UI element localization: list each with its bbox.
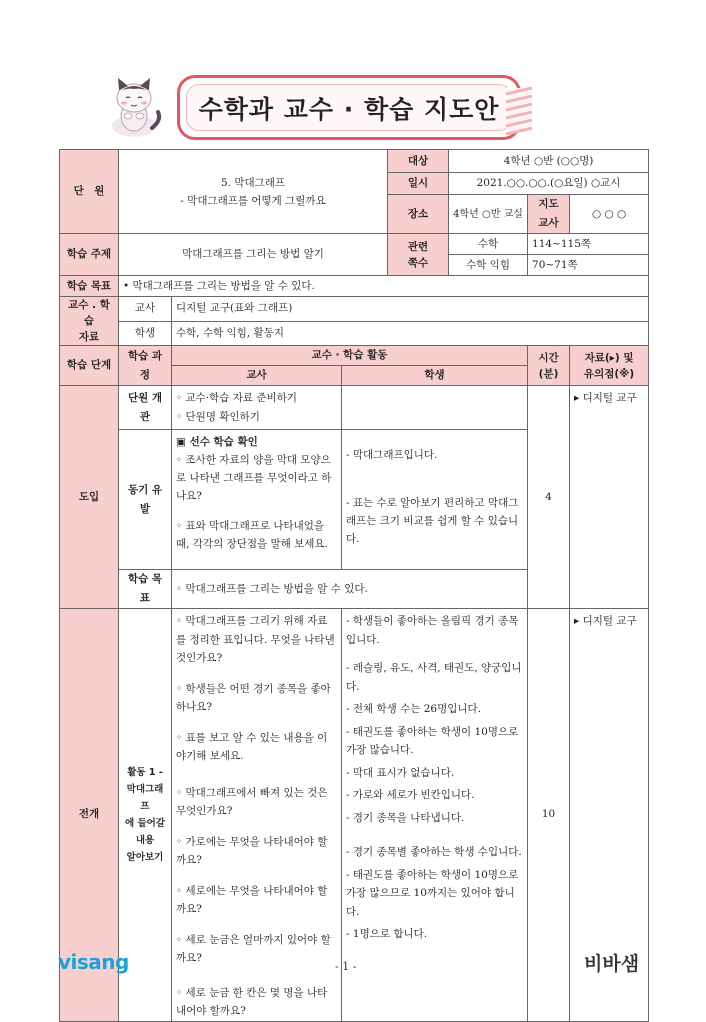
- goal-label: 학습 목표: [60, 276, 119, 297]
- intro-teacher-motivation: [172, 430, 342, 570]
- develop-material: ▸ 디지털 교구: [570, 609, 649, 1022]
- page-number: - 1 -: [335, 960, 357, 973]
- col-time-line2: (분): [538, 367, 559, 380]
- intro-student-overview: [342, 386, 528, 430]
- date-value: 2021.○○.○○.(○요일) ○교시: [449, 173, 649, 195]
- activity-line: 에 들어갈: [124, 817, 165, 829]
- book2-name: 수학 익힘: [449, 255, 528, 276]
- develop-time: 10: [528, 609, 570, 1022]
- unit-label: 단 원: [60, 150, 119, 234]
- prior-learning-heading: ▣ 선수 학습 확인: [176, 436, 258, 448]
- title-frame: [177, 75, 521, 140]
- stage-develop: 전개: [60, 609, 119, 1022]
- teacher-question: ◦ 학생들은 어떤 경기 종목을 좋아하나요?: [176, 682, 331, 713]
- materials-label: [60, 297, 119, 346]
- teacher-question: ◦ 세로 눈금은 얼마까지 있어야 할까요?: [176, 933, 331, 964]
- intro-time: 4: [528, 386, 570, 609]
- unit-cell: [119, 150, 388, 234]
- book1-name: 수학: [449, 234, 528, 255]
- col-material: [570, 346, 649, 386]
- related-pages-label: [388, 234, 449, 276]
- intro-overview-item: ◦ 단원명 확인하기: [176, 411, 260, 423]
- student-answer: - 태권도를 좋아하는 학생이 10명으로 가장 많으므로 10까지는 있어야 합니다.: [346, 868, 519, 918]
- topic-value: 막대그래프를 그리는 방법 알기: [119, 234, 388, 276]
- student-answer: - 태권도를 좋아하는 학생이 10명으로 가장 많습니다.: [346, 725, 519, 756]
- teacher-question: ◦ 막대그래프를 그리기 위해 자료를 정리한 표입니다. 무엇을 나타낸 것인가요?: [176, 615, 335, 664]
- unit-subtitle: - 막대그래프를 어떻게 그릴까요: [180, 194, 326, 207]
- motivation-answer: - 표는 수로 알아보기 편리하고 막대그래프는 크기 비교를 쉽게 할 수 있습니다.: [346, 497, 519, 545]
- process-unit-overview: 단원 개관: [119, 386, 172, 430]
- student-answer: - 학생들이 좋아하는 올림픽 경기 종목입니다.: [346, 615, 519, 646]
- develop-student: [342, 609, 528, 1022]
- motivation-question: ◦ 표와 막대그래프로 나타내었을 때, 각각의 장단점을 말해 보세요.: [176, 520, 328, 550]
- intro-overview-item: ◦ 교수·학습 자료 준비하기: [176, 392, 297, 404]
- book2-pages: 70~71쪽: [528, 255, 649, 276]
- target-value: 4학년 ○반 (○○명): [449, 150, 649, 173]
- date-label: 일시: [388, 173, 449, 195]
- col-time-line1: 시간: [538, 351, 559, 364]
- col-material-line2: 유의점(※): [583, 367, 635, 380]
- student-answer: - 경기 종목별 좋아하는 학생 수입니다.: [346, 846, 522, 858]
- col-activity: 교수 · 학습 활동: [172, 346, 528, 366]
- student-answer: - 경기 종목을 나타냅니다.: [346, 811, 465, 824]
- book1-pages: 114~115쪽: [528, 234, 649, 255]
- teacher-value: ○ ○ ○: [570, 195, 649, 234]
- activity-line: 활동 1 -: [127, 766, 163, 778]
- col-teacher: 교사: [172, 366, 342, 386]
- place-value: 4학년 ○반 교실: [449, 195, 528, 234]
- develop-teacher: [172, 609, 342, 1022]
- header: [0, 0, 706, 150]
- teacher-role: 교사: [119, 297, 172, 322]
- student-answer: - 레슬링, 유도, 사격, 태권도, 양궁입니다.: [346, 662, 522, 693]
- place-label: 장소: [388, 195, 449, 234]
- intro-teacher-overview: [172, 386, 342, 430]
- related-label-line2: 쪽수: [407, 256, 429, 269]
- activity-line: 막대그래프: [126, 783, 164, 812]
- activity-line: 내용: [135, 834, 155, 846]
- intro-learning-goal: ◦ 막대그래프를 그리는 방법을 알 수 있다.: [172, 570, 528, 609]
- teacher-question: ◦ 막대그래프에서 빠져 있는 것은 무엇인가요?: [176, 786, 328, 817]
- col-stage: 학습 단계: [60, 346, 119, 386]
- stage-intro: 도입: [60, 386, 119, 609]
- visang-logo: visang: [58, 950, 129, 974]
- teacher-label: 지도 교사: [528, 195, 570, 234]
- activity-line: 알아보기: [126, 851, 164, 863]
- motivation-answer: - 막대그래프입니다.: [346, 449, 438, 461]
- col-time: [528, 346, 570, 386]
- col-process: 학습 과정: [119, 346, 172, 386]
- materials-label-line1: 교수 . 학습: [68, 299, 110, 327]
- intro-material: ▸ 디지털 교구: [570, 386, 649, 609]
- cat-mascot-icon: [104, 76, 164, 138]
- materials-label-line2: 자료: [78, 331, 100, 343]
- student-answer: - 막대 표시가 없습니다.: [346, 766, 455, 779]
- motivation-question: ◦ 조사한 자료의 양을 막대 모양으로 나타낸 그래프를 무엇이라고 하나요?: [176, 454, 332, 502]
- topic-label: 학습 주제: [60, 234, 119, 276]
- teacher-question: ◦ 표를 보고 알 수 있는 내용을 이야기해 보세요.: [176, 731, 328, 762]
- process-learning-goal: 학습 목표: [119, 570, 172, 609]
- teacher-question: ◦ 세로 눈금 한 칸은 몇 명을 나타내어야 할까요?: [176, 986, 328, 1017]
- student-answer: - 가로와 세로가 빈칸입니다.: [346, 789, 475, 801]
- vivasam-logo: 비바샘: [584, 953, 640, 975]
- student-answer: - 1명으로 합니다.: [346, 928, 428, 940]
- col-material-line1: 자료(▸) 및: [584, 351, 634, 364]
- process-motivation: 동기 유발: [119, 430, 172, 570]
- intro-student-motivation: [342, 430, 528, 570]
- unit-title: 5. 막대그래프: [220, 176, 286, 189]
- student-answer: - 전체 학생 수는 26명입니다.: [346, 703, 482, 715]
- student-materials: 수학, 수학 익힘, 활동지: [172, 321, 649, 346]
- student-role: 학생: [119, 321, 172, 346]
- col-student: 학생: [342, 366, 528, 386]
- related-label-line1: 관련: [407, 240, 429, 253]
- decorative-stripes-icon: [506, 88, 532, 132]
- teacher-question: ◦ 가로에는 무엇을 나타내어야 할까요?: [176, 835, 328, 866]
- lesson-plan-table: [59, 149, 649, 1022]
- goal-value: • 막대그래프를 그리는 방법을 알 수 있다.: [119, 276, 649, 297]
- document-title: 수학과 교수 · 학습 지도안: [198, 94, 500, 124]
- teacher-question: ◦ 세로에는 무엇을 나타내어야 할까요?: [176, 884, 328, 915]
- teacher-materials: 디지털 교구(표와 그래프): [172, 297, 649, 322]
- target-label: 대상: [388, 150, 449, 173]
